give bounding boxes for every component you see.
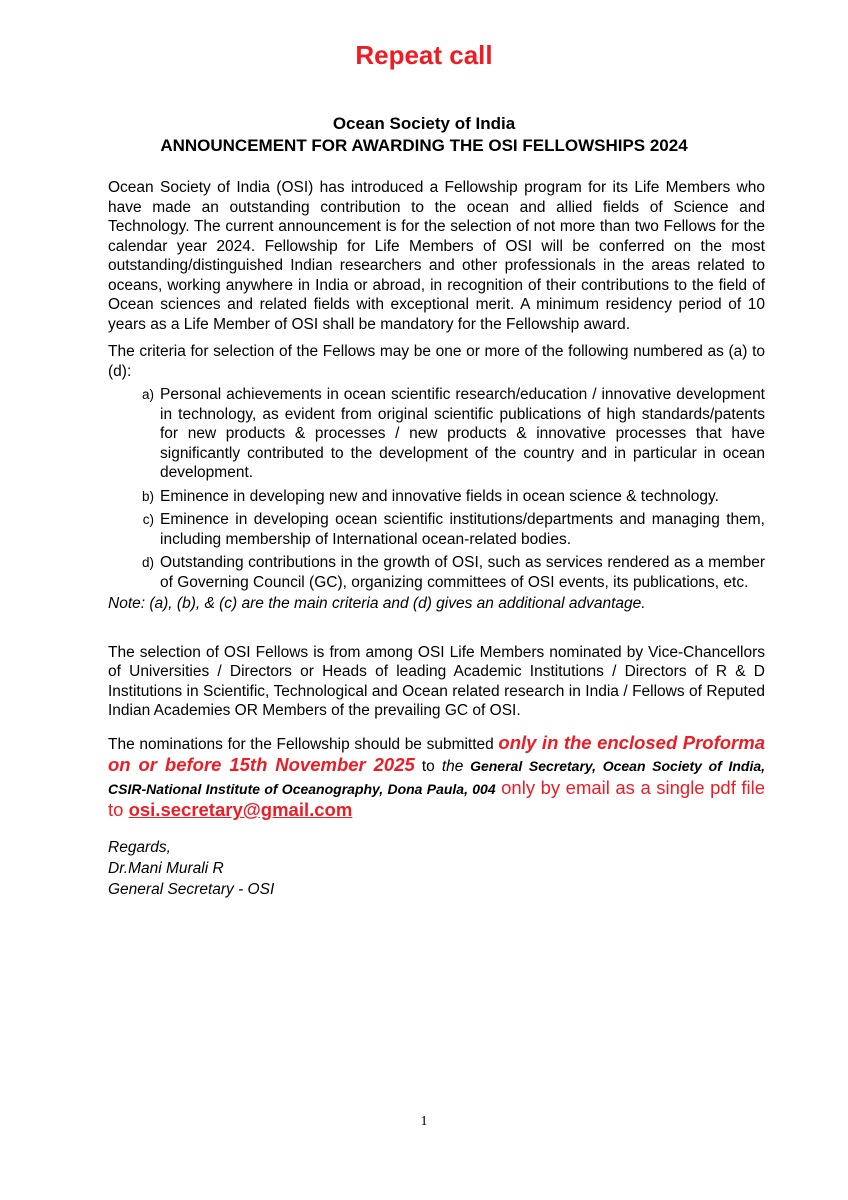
criteria-letter: d)	[141, 555, 154, 570]
criteria-letter: c)	[142, 512, 154, 527]
criteria-list	[108, 385, 765, 592]
criteria-text: Eminence in developing new and innovative fields in ocean science & technology.	[160, 487, 719, 505]
criteria-item-b	[108, 487, 765, 507]
criteria-letter: a)	[141, 387, 154, 402]
signatory-name: Dr.Mani Murali R	[108, 859, 224, 877]
criteria-item-c	[108, 510, 765, 549]
org-name: Ocean Society of India	[332, 114, 516, 133]
criteria-text: Outstanding contributions in the growth of OSI, such as services rendered as a member of Governing Council (GC), organizing committees of OSI events, its publications, etc.	[160, 554, 765, 591]
nomination-deadline: only in the enclosed Proforma on or before 15th November 2025	[108, 731, 765, 775]
page-number: 1	[420, 1114, 428, 1129]
criteria-letter: b)	[141, 488, 154, 504]
announcement-header	[0, 113, 848, 157]
intro-paragraph: Ocean Society of India (OSI) has introduced a Fellowship program for its Life Members who have made an outstanding contribution to the ocean and allied fields of Science and Technology. The current announcement is for the selection of not more than two Fellows for the calendar year 2024. Fellowship for Life Members of OSI will be conferred on the most outstanding/distinguished Indian researchers and other professionals in the areas related to oceans, working anywhere in India or abroad, in recognition of their contributions to the field of Ocean sciences and related fields with exceptional merit. A minimum residency period of 10 years as a Life Member of OSI shall be mandatory for the Fellowship award.	[108, 179, 765, 333]
criteria-intro: The criteria for selection of the Fellows may be one or more of the following numbered as (a) to (d):	[108, 343, 765, 380]
nomination-paragraph	[108, 733, 765, 823]
secretary-email-link[interactable]: osi.secretary@gmail.com	[128, 799, 353, 820]
nomination-text: The nominations for the Fellowship should be submitted	[108, 735, 499, 753]
criteria-note: Note: (a), (b), & (c) are the main criteria and (d) gives an additional advantage.	[108, 595, 646, 612]
nomination-to: to	[414, 758, 442, 775]
announcement-body	[108, 178, 765, 900]
nomination-email-instruction: only by email as a single pdf file to	[108, 776, 766, 820]
signatory-title: General Secretary - OSI	[108, 880, 275, 898]
criteria-text: Eminence in developing ocean scientific institutions/departments and managing them, including membership of International ocean-related bodies.	[160, 511, 765, 548]
criteria-text: Personal achievements in ocean scientific research/education / innovative development in technology, as evident from original scientific publications of high standards/patents for new products & processes / new products & innovative processes that have significantly contributed to the development of the country and in particular in ocean development.	[160, 386, 765, 481]
repeat-call-heading: Repeat call	[355, 40, 493, 70]
regards-text: Regards,	[108, 838, 171, 856]
criteria-item-a	[108, 385, 765, 483]
selection-paragraph: The selection of OSI Fellows is from among OSI Life Members nominated by Vice-Chancellors of Universities / Directors or Heads of leading Academic Institutions / Directors of R & D Institutions in Scientific, Technological and Ocean related research in India / Fellows of Reputed Indian Academies OR Members of the prevailing GC of OSI.	[108, 643, 765, 719]
criteria-item-d	[108, 553, 765, 592]
signature-block	[108, 837, 765, 900]
nomination-the: the	[441, 758, 464, 775]
nomination-address: General Secretary, Ocean Society of India, CSIR-National Institute of Oceanography, Dona Paula, 004	[108, 758, 766, 797]
announcement-title: ANNOUNCEMENT FOR AWARDING THE OSI FELLOWSHIPS 2024	[160, 136, 688, 155]
